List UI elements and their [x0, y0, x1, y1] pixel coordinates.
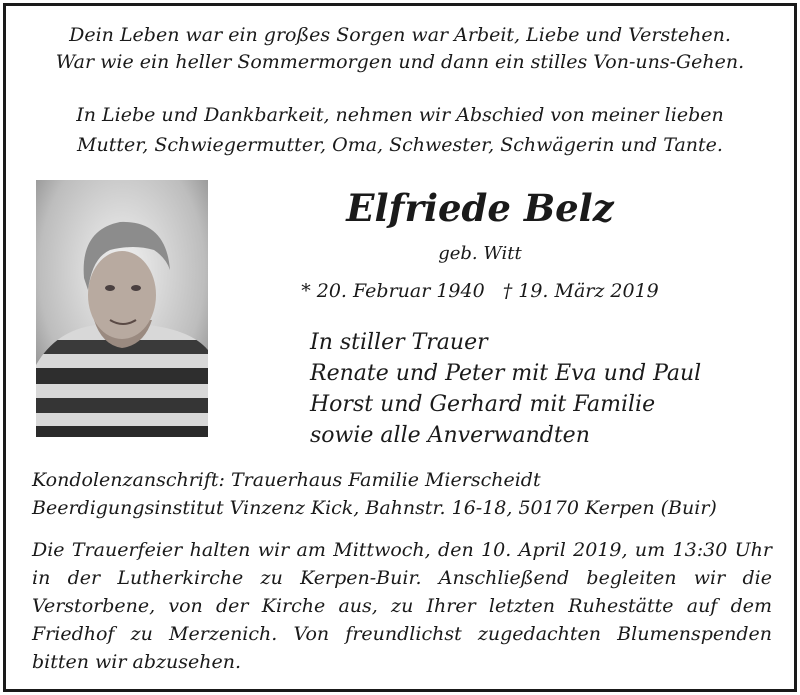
mourners-line: Renate und Peter mit Eva und Paul	[310, 361, 702, 386]
intro-line: Mutter, Schwiegermutter, Oma, Schwester, Schwägerin und Tante.	[77, 134, 723, 156]
deceased-name: Elfriede Belz	[346, 186, 614, 230]
mourners-list	[310, 327, 701, 451]
life-dates	[270, 276, 690, 306]
condolence-address	[32, 466, 717, 522]
poem-line: War wie ein heller Sommermorgen und dann ein stilles Von-uns-Gehen.	[55, 51, 745, 73]
condolence-line: Beerdigungsinstitut Vinzenz Kick, Bahnstr. 16-18, 50170 Kerpen (Buir)	[32, 497, 717, 519]
farewell-intro	[10, 100, 790, 160]
condolence-line: Kondolenzanschrift: Trauerhaus Familie Mierscheidt	[32, 469, 541, 491]
intro-line: In Liebe und Dankbarkeit, nehmen wir Abschied von meiner lieben	[76, 104, 724, 126]
mourners-line: In stiller Trauer	[310, 330, 488, 355]
poem-line: Dein Leben war ein großes Sorgen war Arbeit, Liebe und Verstehen.	[69, 24, 731, 46]
mourners-line: Horst und Gerhard mit Familie	[310, 392, 656, 417]
portrait-photo	[36, 180, 208, 437]
poem-verse	[10, 22, 790, 76]
death-date: † 19. März 2019	[502, 280, 659, 302]
birth-name: geb. Witt	[438, 243, 522, 264]
birth-date: * 20. Februar 1940	[301, 280, 485, 302]
mourners-line: sowie alle Anverwandten	[310, 423, 590, 448]
funeral-service-text: Die Trauerfeier halten wir am Mittwoch, den 10. April 2019, um 13:30 Uhr in der Lutherkirche zu Kerpen-Buir. Anschließend begleiten wir die Verstorbene, von der Kirche aus, zu Ihrer letzten Ruhestätte auf dem Friedhof zu Merzenich. Von freundlichst zugedachten Blumenspenden bitten wir abzusehen.	[32, 539, 772, 673]
